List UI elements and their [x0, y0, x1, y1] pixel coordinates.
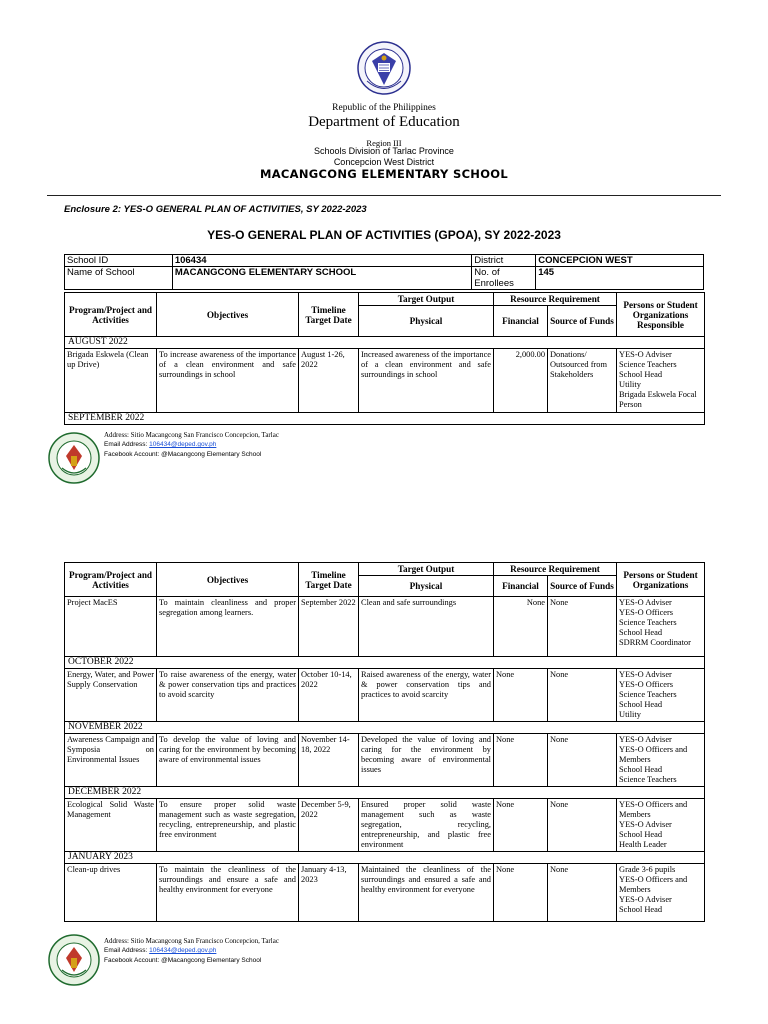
footer-contact — [104, 430, 279, 460]
program-cell: Ecological Solid Waste Management — [65, 799, 157, 852]
persons-cell: Grade 3-6 pupils YES-O Officers and Members YES-O Adviser School Head — [617, 864, 705, 922]
timeline-cell: December 5-9, 2022 — [299, 799, 359, 852]
district-value: CONCEPCION WEST — [536, 255, 704, 267]
enrollees-label: No. of Enrollees — [472, 267, 536, 290]
activities-table-2 — [64, 562, 705, 922]
timeline-cell: August 1-26, 2022 — [299, 349, 359, 413]
email-label: Email Address: — [104, 947, 150, 954]
table-row — [65, 255, 704, 267]
table-row — [65, 734, 705, 787]
enrollees-value: 145 — [536, 267, 704, 290]
col-target-output: Target Output — [359, 563, 494, 576]
district-line: Concepcion West District — [333, 157, 435, 167]
month-row — [65, 852, 705, 864]
document-title: YES-O GENERAL PLAN OF ACTIVITIES (GPOA), SY 2022-2023 — [207, 228, 561, 242]
persons-cell: YES-O Officers and Members YES-O Adviser School Head Health Leader — [617, 799, 705, 852]
table-row — [65, 267, 704, 290]
table-header-row — [65, 293, 705, 306]
program-cell: Project MacES — [65, 597, 157, 657]
school-seal-logo — [48, 432, 100, 484]
month-label: AUGUST 2022 — [65, 337, 705, 349]
financial-cell: None — [494, 864, 548, 922]
month-label: DECEMBER 2022 — [65, 787, 705, 799]
month-row — [65, 722, 705, 734]
col-program: Program/Project and Activities — [65, 293, 157, 337]
table-row — [65, 597, 705, 657]
source-cell: Donations/ Outsourced from Stakeholders — [548, 349, 617, 413]
school-id-value: 106434 — [172, 255, 471, 267]
col-resource: Resource Requirement — [494, 293, 617, 306]
month-row — [65, 413, 705, 425]
program-cell: Awareness Campaign and Symposia on Environmental Issues — [65, 734, 157, 787]
objective-cell: To maintain cleanliness and proper segregation among learners. — [157, 597, 299, 657]
month-row — [65, 337, 705, 349]
region-line: Region III — [366, 138, 402, 148]
republic-line: Republic of the Philippines — [332, 103, 436, 113]
school-seal-logo — [48, 934, 100, 986]
col-persons: Persons or Student Organizations — [617, 563, 705, 597]
source-cell: None — [548, 864, 617, 922]
physical-cell: Ensured proper solid waste management such as waste segregation, recycling, entrepreneurship, and plastic free environment — [359, 799, 494, 852]
persons-cell: YES-O Adviser Science Teachers School Head Utility Brigada Eskwela Focal Person — [617, 349, 705, 413]
table-row — [65, 669, 705, 722]
footer-facebook: Facebook Account: @Macangcong Elementary School — [104, 451, 262, 458]
col-source: Source of Funds — [548, 576, 617, 597]
col-physical: Physical — [359, 306, 494, 337]
school-name-heading: MACANGCONG ELEMENTARY SCHOOL — [259, 167, 509, 181]
persons-cell: YES-O Adviser YES-O Officers Science Teachers School Head Utility — [617, 669, 705, 722]
division-line: Schools Division of Tarlac Province — [314, 146, 454, 156]
col-resource: Resource Requirement — [494, 563, 617, 576]
footer-address: Address: Sitio Macangcong San Francisco Concepcion, Tarlac — [104, 937, 279, 945]
program-cell: Energy, Water, and Power Supply Conservation — [65, 669, 157, 722]
timeline-cell: October 10-14, 2022 — [299, 669, 359, 722]
timeline-cell: September 2022 — [299, 597, 359, 657]
col-objectives: Objectives — [157, 563, 299, 597]
footer-email — [104, 946, 279, 956]
objective-cell: To raise awareness of the energy, water & power conservation tips and practices to avoid scarcity — [157, 669, 299, 722]
month-row — [65, 657, 705, 669]
table-row — [65, 349, 705, 413]
school-name-label: Name of School — [65, 267, 173, 290]
school-id-label: School ID — [65, 255, 173, 267]
objective-cell: To ensure proper solid waste management such as waste segregation, recycling, entrepreneurship, and plastic free environment — [157, 799, 299, 852]
source-cell: None — [548, 734, 617, 787]
footer-facebook: Facebook Account: @Macangcong Elementary School — [104, 957, 262, 964]
header-divider — [47, 195, 721, 196]
table-row — [65, 864, 705, 922]
financial-cell: 2,000.00 — [494, 349, 548, 413]
month-label: OCTOBER 2022 — [65, 657, 705, 669]
financial-cell: None — [494, 669, 548, 722]
col-objectives: Objectives — [157, 293, 299, 337]
financial-cell: None — [494, 734, 548, 787]
table-header-row — [65, 563, 705, 576]
source-cell: None — [548, 669, 617, 722]
col-target-output: Target Output — [359, 293, 494, 306]
month-row — [65, 787, 705, 799]
table-row — [65, 799, 705, 852]
physical-cell: Increased awareness of the importance of a clean environment and safe surroundings in school — [359, 349, 494, 413]
timeline-cell: January 4-13, 2023 — [299, 864, 359, 922]
col-persons: Persons or Student Organizations Responsible — [617, 293, 705, 337]
footer-email — [104, 440, 279, 450]
persons-cell: YES-O Adviser YES-O Officers Science Teachers School Head SDRRM Coordinator — [617, 597, 705, 657]
school-info-table — [64, 254, 704, 290]
col-timeline: Timeline Target Date — [299, 293, 359, 337]
col-physical: Physical — [359, 576, 494, 597]
objective-cell: To develop the value of loving and caring for the environment by becoming aware of environmental issues — [157, 734, 299, 787]
email-link[interactable]: 106434@deped.gov.ph — [149, 947, 217, 954]
physical-cell: Developed the value of loving and caring for the environment by becoming aware of environmental issues — [359, 734, 494, 787]
month-label: JANUARY 2023 — [65, 852, 705, 864]
persons-cell: YES-O Adviser YES-O Officers and Members School Head Science Teachers — [617, 734, 705, 787]
objective-cell: To maintain the cleanliness of the surroundings and ensure a safe and healthy environment for everyone — [157, 864, 299, 922]
enclosure-label: Enclosure 2: YES-O GENERAL PLAN OF ACTIVITIES, SY 2022-2023 — [64, 204, 367, 215]
source-cell: None — [548, 597, 617, 657]
program-cell: Clean-up drives — [65, 864, 157, 922]
program-cell: Brigada Eskwela (Clean up Drive) — [65, 349, 157, 413]
activities-table-1 — [64, 292, 705, 425]
email-label: Email Address: — [104, 441, 150, 448]
department-line: Department of Education — [308, 114, 460, 130]
col-financial: Financial — [494, 306, 548, 337]
footer-contact — [104, 936, 279, 966]
objective-cell: To increase awareness of the importance of a clean environment and safe surroundings in school — [157, 349, 299, 413]
deped-seal-logo — [357, 41, 411, 99]
district-label: District — [472, 255, 536, 267]
col-financial: Financial — [494, 576, 548, 597]
physical-cell: Clean and safe surroundings — [359, 597, 494, 657]
financial-cell: None — [494, 597, 548, 657]
col-program: Program/Project and Activities — [65, 563, 157, 597]
physical-cell: Maintained the cleanliness of the surroundings and ensured a safe and healthy environment for everyone — [359, 864, 494, 922]
col-timeline: Timeline Target Date — [299, 563, 359, 597]
month-label: NOVEMBER 2022 — [65, 722, 705, 734]
email-link[interactable]: 106434@deped.gov.ph — [149, 441, 217, 448]
school-name-value: MACANGCONG ELEMENTARY SCHOOL — [172, 267, 471, 290]
physical-cell: Raised awareness of the energy, water & power conservation tips and practices to avoid scarcity — [359, 669, 494, 722]
source-cell: None — [548, 799, 617, 852]
month-label: SEPTEMBER 2022 — [65, 413, 705, 425]
col-source: Source of Funds — [548, 306, 617, 337]
financial-cell: None — [494, 799, 548, 852]
timeline-cell: November 14-18, 2022 — [299, 734, 359, 787]
footer-address: Address: Sitio Macangcong San Francisco Concepcion, Tarlac — [104, 431, 279, 439]
